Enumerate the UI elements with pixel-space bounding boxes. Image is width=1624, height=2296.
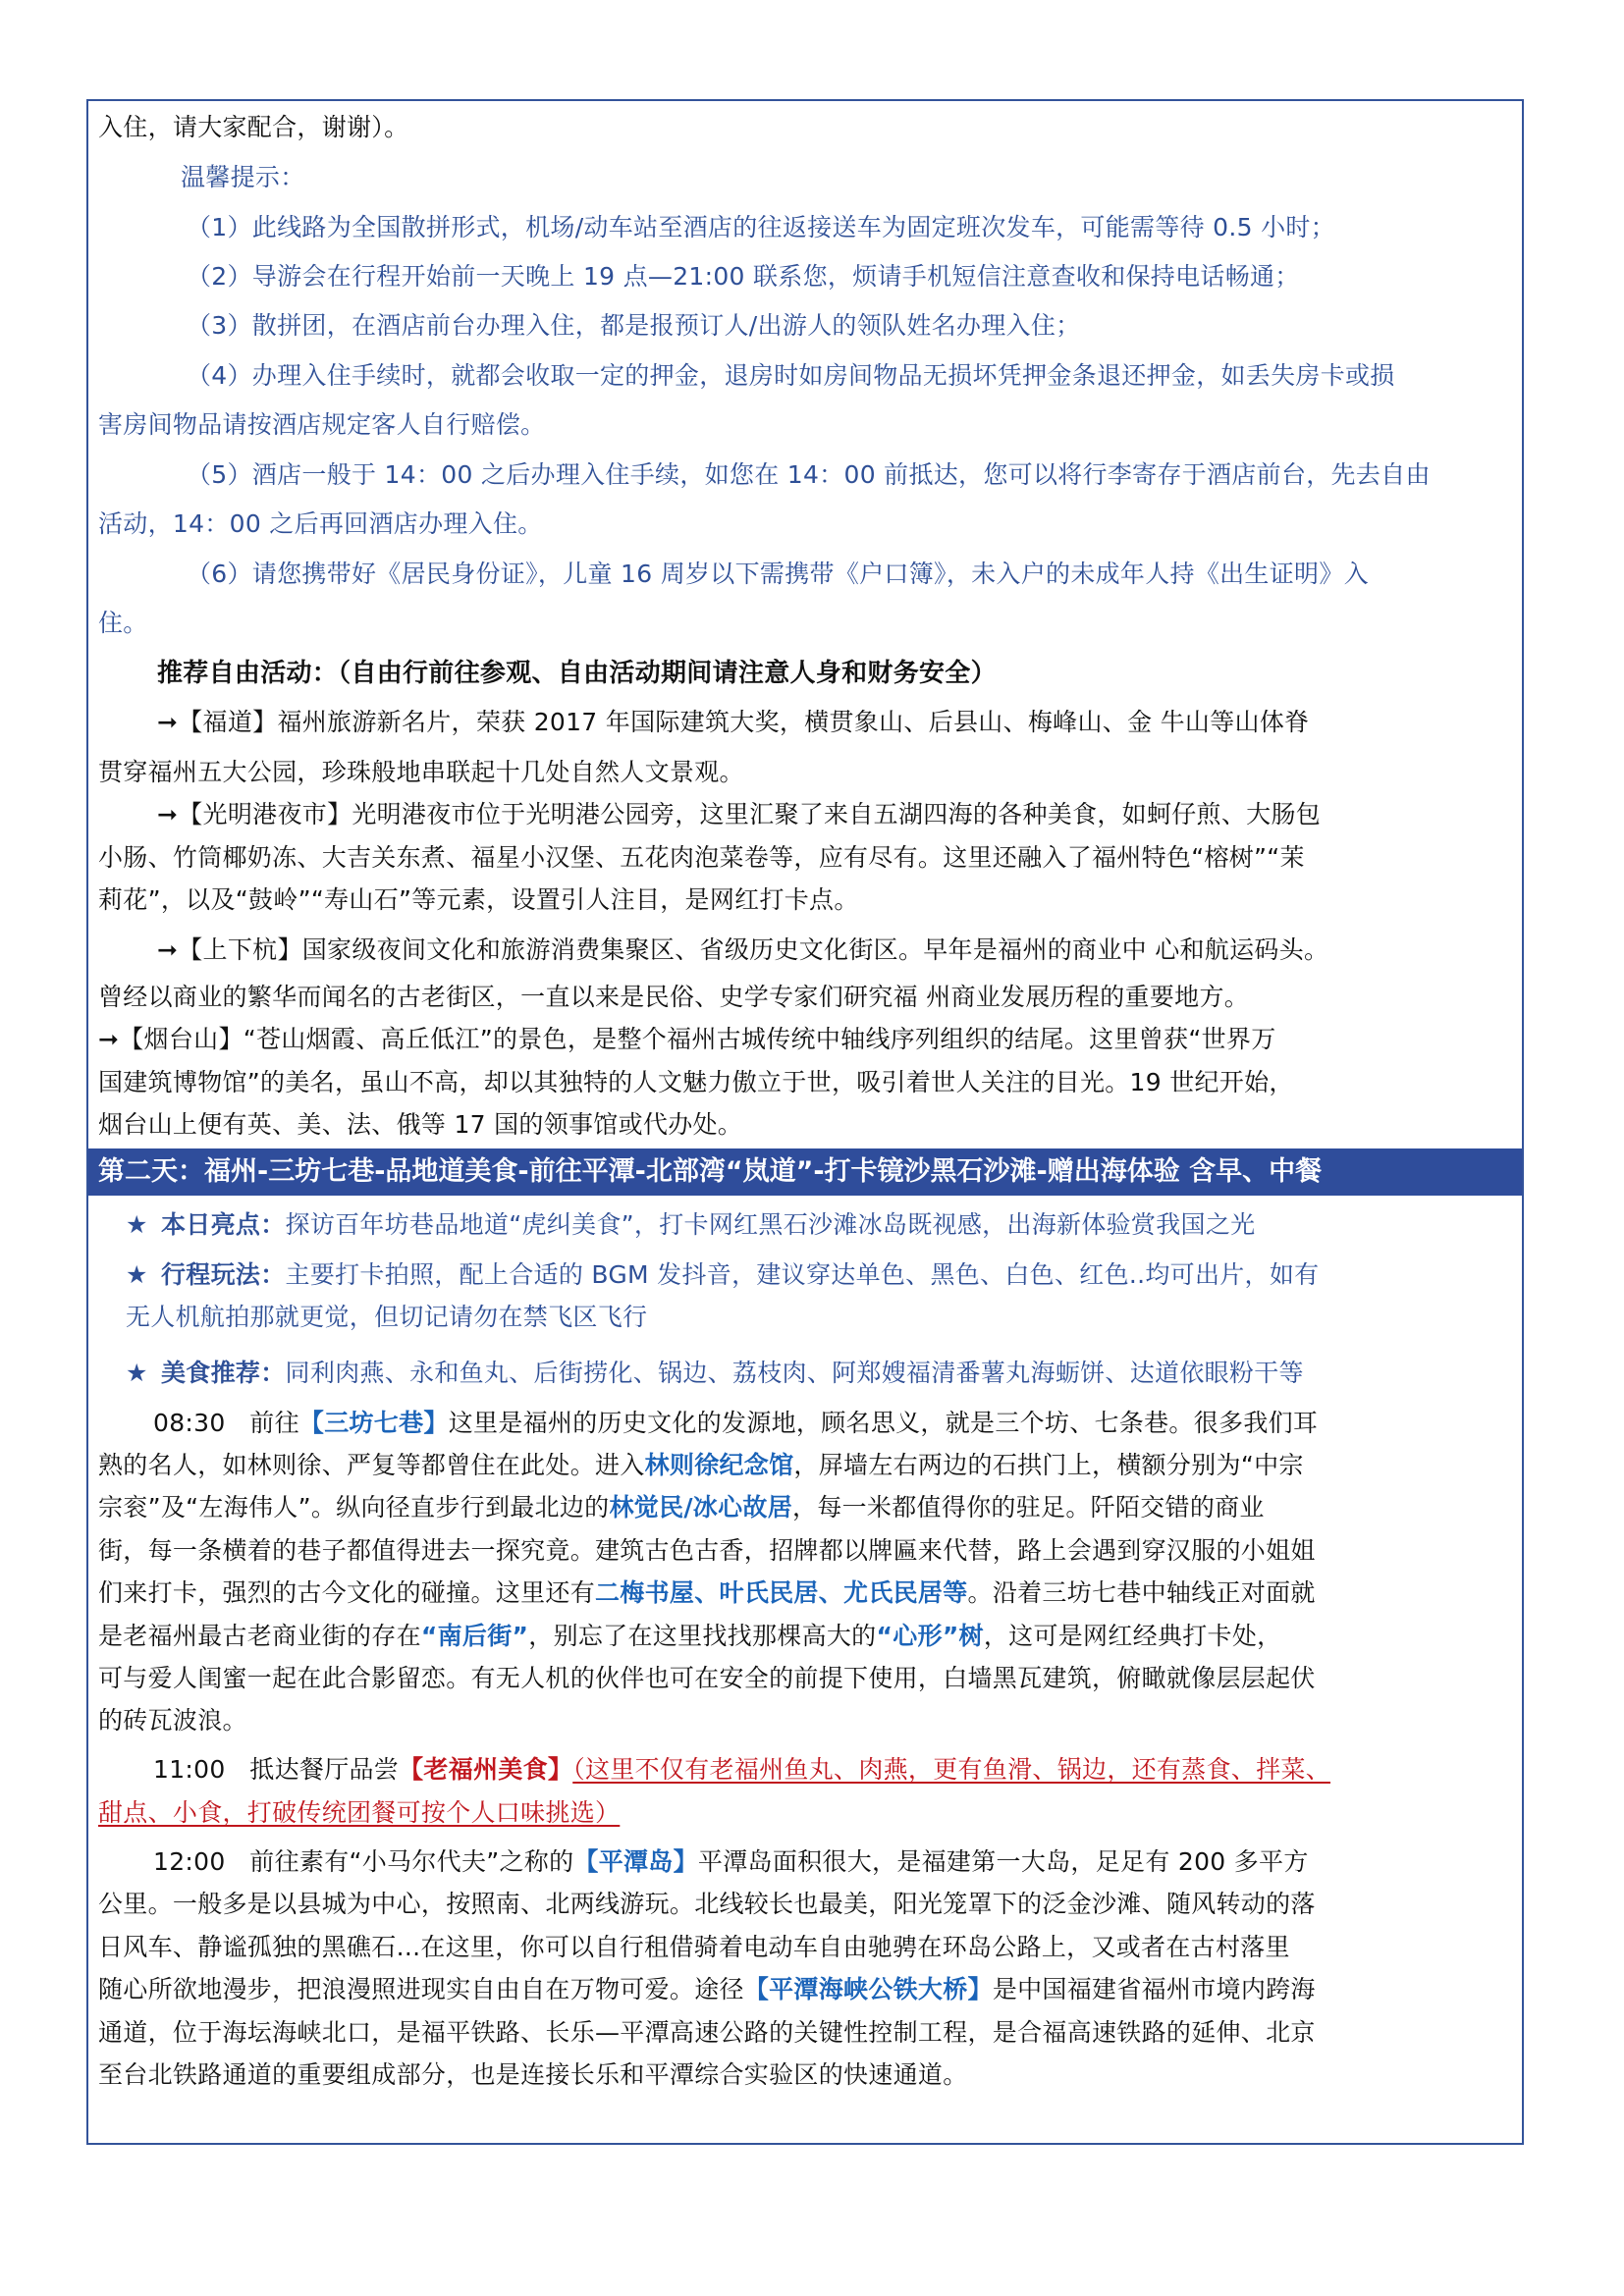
p1-line2: 熟的名人，如林则徐、严复等都曾住在此处。进入	[98, 1451, 645, 1479]
heart-tree: “心形”树	[876, 1622, 984, 1650]
food-text: 同利肉燕、永和鱼丸、后街捞化、锅边、荔枝肉、阿郑嫂福清番薯丸海蛎饼、达道依眼粉干等	[285, 1359, 1304, 1387]
p2-text: 抵达餐厅品尝	[249, 1755, 400, 1784]
p1-line5-end: 。沿着三坊七巷中轴线正对面就	[967, 1578, 1316, 1607]
tip-line: 活动，14：00 之后再回酒店办理入住。	[98, 509, 543, 538]
p1-line4: 街，每一条横着的巷子都值得进去一探究竟。建筑古色古香，招牌都以牌匾来代替，路上会遇到穿汉服的小姐姐	[98, 1536, 1316, 1565]
sanfang-qixiang: 【三坊七巷】	[298, 1409, 449, 1437]
activity-line: ➞【光明港夜市】光明港夜市位于光明港公园旁，这里汇聚了来自五湖四海的各种美食，如蚵仔煎、大肠包	[157, 800, 1322, 828]
highlight-text: 探访百年坊巷品地道“虎纠美食”，打卡网红黑石沙滩冰岛既视感，出海新体验赏我国之光	[285, 1210, 1256, 1239]
highlight-label: 本日亮点：	[161, 1210, 286, 1239]
free-activity-heading: 推荐自由活动：（自由行前往参观、自由活动期间请注意人身和财务安全）	[157, 659, 997, 688]
p1-line5: 们来打卡，强烈的古今文化的碰撞。这里还有	[98, 1578, 596, 1607]
tip-line: （6）请您携带好《居民身份证》，儿童 16 周岁以下需携带《户口簿》，未入户的未成年人持《出生证明》入	[187, 560, 1369, 588]
p1-line8: 的砖瓦波浪。	[98, 1706, 247, 1735]
tip-line: （2）导游会在行程开始前一天晚上 19 点—21:00 联系您，烦请手机短信注意查收和保持电话畅通；	[187, 262, 1300, 291]
star-icon: ★	[126, 1260, 148, 1289]
time-1100: 11:00	[153, 1755, 226, 1784]
tips-heading: 温馨提示：	[181, 163, 305, 191]
p1-line3: 宗衮”及“左海伟人”。纵向径直步行到最北边的	[98, 1493, 610, 1522]
activity-line: 国建筑博物馆”的美名，虽山不高，却以其独特的人文魅力傲立于世，吸引着世人关注的目光。19 世纪开始，	[98, 1068, 1294, 1096]
star-icon: ★	[126, 1359, 148, 1387]
residences-highlight: 二梅书屋、叶氏民居、尤氏民居等	[595, 1578, 968, 1607]
time-1200: 12:00	[153, 1847, 226, 1876]
day2-title: 第二天：福州-三坊七巷-品地道美食-前往平潭-北部湾“岚道”-打卡镜沙黑石沙滩-赠出海体验 含早、中餐	[98, 1156, 1323, 1187]
play-text-cont: 无人机航拍那就更觉，但切记请勿在禁飞区飞行	[126, 1303, 648, 1331]
activity-line: 贯穿福州五大公园，珍珠般地串联起十几处自然人文景观。	[98, 758, 744, 786]
juemin-bingxin-residence: 林觉民/冰心故居	[609, 1493, 793, 1522]
food-label: 美食推荐：	[161, 1359, 286, 1387]
lin-zexu-memorial: 林则徐纪念馆	[644, 1451, 794, 1479]
time-0830: 08:30	[153, 1409, 226, 1437]
activity-line: 莉花”，以及“鼓岭”“寿山石”等元素，设置引人注目，是网红打卡点。	[98, 885, 859, 914]
tip-line: （1）此线路为全国散拼形式，机场/动车站至酒店的往返接送车为固定班次发车，可能需等待 0.5 小时；	[187, 213, 1335, 241]
p2-note-cont: 甜点、小食，打破传统团餐可按个人口味挑选）	[98, 1798, 621, 1827]
star-icon: ★	[126, 1210, 148, 1239]
tip-line: 住。	[98, 609, 148, 637]
tip-line: （5）酒店一般于 14：00 之后办理入住手续，如您在 14：00 前抵达，您可以将行李寄存于酒店前台，先去自由	[187, 460, 1431, 489]
p3-line4: 随心所欲地漫步，把浪漫照进现实自由自在万物可爱。途径	[98, 1975, 744, 2003]
nanhou-street: “南后街”	[420, 1622, 529, 1650]
tip-line: （3）散拼团，在酒店前台办理入住，都是报预订人/出游人的领队姓名办理入住；	[187, 311, 1081, 340]
p3-line3: 日风车、静谧孤独的黑礁石...在这里，你可以自行租借骑着电动车自由驰骋在环岛公路上，又或者在古村落里	[98, 1933, 1290, 1961]
p3-line5: 通道，位于海坛海峡北口，是福平铁路、长乐—平潭高速公路的关键性控制工程，是合福高速铁路的延伸、北京	[98, 2018, 1316, 2047]
p3-line6: 至台北铁路通道的重要组成部分，也是连接长乐和平潭综合实验区的快速通道。	[98, 2060, 968, 2089]
tip-line: （4）办理入住手续时，就都会收取一定的押金，退房时如房间物品无损坏凭押金条退还押金，如丢失房卡或损	[187, 361, 1395, 390]
activity-line: ➞【烟台山】“苍山烟霞、高丘低江”的景色，是整个福州古城传统中轴线序列组织的结尾。这里曾获“世界万	[98, 1025, 1276, 1053]
pingtan-island: 【平潭岛】	[573, 1847, 698, 1876]
p2-note: （这里不仅有老福州鱼丸、肉燕，更有鱼滑、锅边，还有蒸食、拌菜、	[572, 1755, 1331, 1784]
p3-line2: 公里。一般多是以县城为中心，按照南、北两线游玩。北线较长也最美，阳光笼罩下的泛金沙滩、随风转动的落	[98, 1890, 1316, 1918]
p1-line6-end: ，这可是网红经典打卡处，	[983, 1622, 1282, 1650]
tip-line: 害房间物品请按酒店规定客人自行赔偿。	[98, 410, 546, 439]
intro-tail: 入住，请大家配合，谢谢）。	[98, 113, 409, 141]
p1-go: 前往	[249, 1409, 299, 1437]
activity-line: ➞【上下杭】国家级夜间文化和旅游消费集聚区、省级历史文化街区。早年是福州的商业中 心和航运码头。	[157, 935, 1329, 964]
p1-line3-end: ，每一米都值得你的驻足。阡陌交错的商业	[792, 1493, 1265, 1522]
p1-line6-mid: ，别忘了在这里找找那棵高大的	[528, 1622, 877, 1650]
p3-line4-end: 是中国福建省福州市境内跨海	[992, 1975, 1316, 2003]
p1-line7: 可与爱人闺蜜一起在此合影留恋。有无人机的伙伴也可在安全的前提下使用，白墙黑瓦建筑，俯瞰就像层层起伏	[98, 1664, 1316, 1692]
p1-text: 这里是福州的历史文化的发源地，顾名思义，就是三个坊、七条巷。很多我们耳	[448, 1409, 1319, 1437]
p3-text-end: 平潭岛面积很大，是福建第一大岛，足足有 200 多平方	[697, 1847, 1309, 1876]
play-label: 行程玩法：	[161, 1260, 286, 1289]
activity-line: ➞【福道】福州旅游新名片，荣获 2017 年国际建筑大奖，横贯象山、后县山、梅峰山、金 牛山等山体脊	[157, 708, 1310, 736]
old-fuzhou-food: 【老福州美食】	[399, 1755, 573, 1784]
pingtan-strait-bridge: 【平潭海峡公铁大桥】	[743, 1975, 993, 2003]
p1-line2-end: ，屏墙左右两边的石拱门上，横额分别为“中宗	[793, 1451, 1304, 1479]
activity-line: 小肠、竹筒椰奶冻、大吉关东煮、福星小汉堡、五花肉泡菜卷等，应有尽有。这里还融入了福州特色“榕树”“茉	[98, 843, 1305, 872]
p3-text: 前往素有“小马尔代夫”之称的	[249, 1847, 574, 1876]
activity-line: 烟台山上便有英、美、法、俄等 17 国的领事馆或代办处。	[98, 1110, 743, 1139]
play-text: 主要打卡拍照，配上合适的 BGM 发抖音，建议穿达单色、黑色、白色、红色..均可出片，如有	[285, 1260, 1320, 1289]
p1-line6: 是老福州最古老商业街的存在	[98, 1622, 421, 1650]
activity-line: 曾经以商业的繁华而闻名的古老街区，一直以来是民俗、史学专家们研究福 州商业发展历程的重要地方。	[98, 983, 1250, 1011]
